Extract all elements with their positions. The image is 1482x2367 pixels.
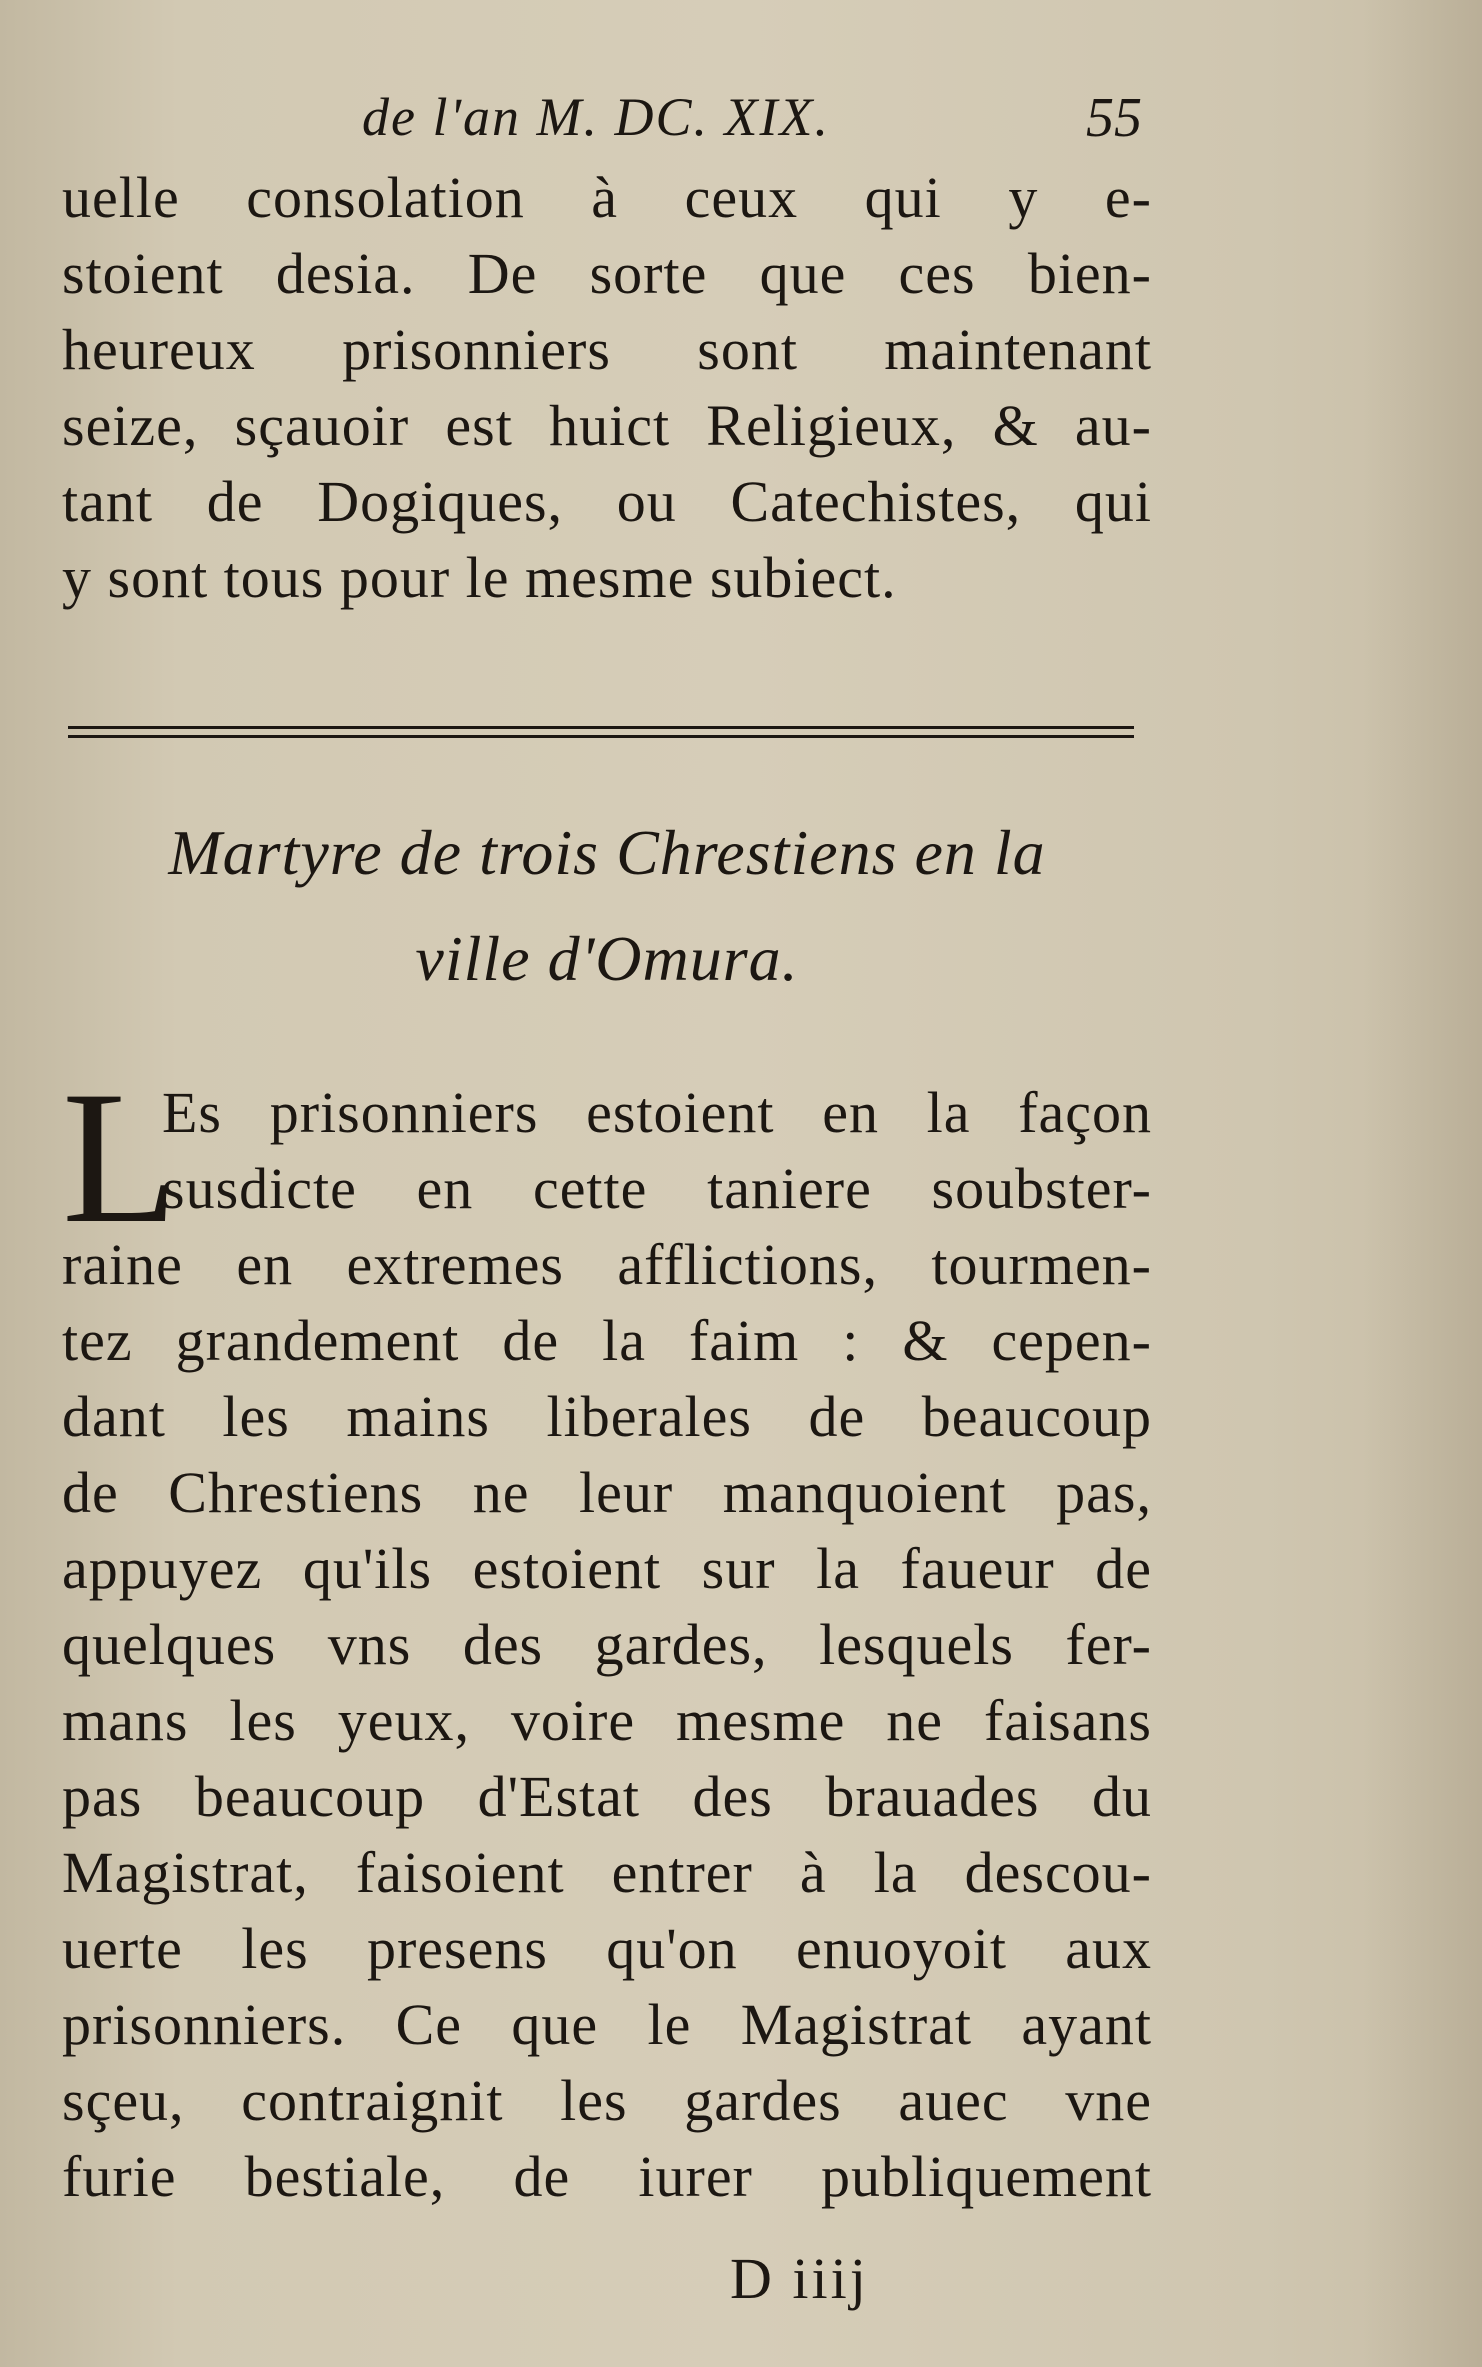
drop-cap: L [62,1053,179,1263]
text-line: uelle consolation à ceux qui y e- [62,165,1152,230]
text-line: heureux prisonniers sont maintenant [62,317,1152,382]
text-line: furie bestiale, de iurer publiquement [62,2144,1152,2209]
text-line: quelques vns des gardes, lesquels fer- [62,1612,1152,1677]
heading-line: Martyre de trois Chrestiens en la [168,817,1046,888]
text-line: tez grandement de la faim : & cepen- [62,1308,1152,1373]
text-line: Es prisonniers estoient en la façon [162,1080,1152,1145]
top-paragraph [62,160,1152,616]
text-line: raine en extremes afflictions, tourmen- [62,1232,1152,1297]
page-number: 55 [1086,87,1142,149]
text-line: pas beaucoup d'Estat des brauades du [62,1764,1152,1829]
text-line: sçeu, contraignit les gardes auec vne [62,2068,1152,2133]
text-line: susdicte en cette taniere soubster- [162,1156,1152,1221]
text-line: stoient desia. De sorte que ces bien- [62,241,1152,306]
signature-mark: D iiij [730,2246,869,2311]
text-line: tant de Dogiques, ou Catechistes, qui [62,469,1152,534]
section-divider-rule [68,726,1134,738]
section-heading [62,800,1152,1012]
text-line: Magistrat, faisoient entrer à la descou- [62,1840,1152,1905]
running-head-title: de l'an M. DC. XIX. [362,87,830,147]
text-line: uerte les presens qu'on enuoyoit aux [62,1916,1152,1981]
text-line: prisonniers. Ce que le Magistrat ayant [62,1992,1152,2057]
text-line: dant les mains liberales de beaucoup [62,1384,1152,1449]
text-line: de Chrestiens ne leur manquoient pas, [62,1460,1152,1525]
text-line: mans les yeux, voire mesme ne faisans [62,1688,1152,1753]
running-head [62,86,1152,156]
text-line: y sont tous pour le mesme subiect. [62,545,897,610]
body-paragraph [62,1053,1152,2215]
text-line: seize, sçauoir est huict Religieux, & au- [62,393,1152,458]
heading-line: ville d'Omura. [415,923,799,994]
text-line: appuyez qu'ils estoient sur la faueur de [62,1536,1152,1601]
